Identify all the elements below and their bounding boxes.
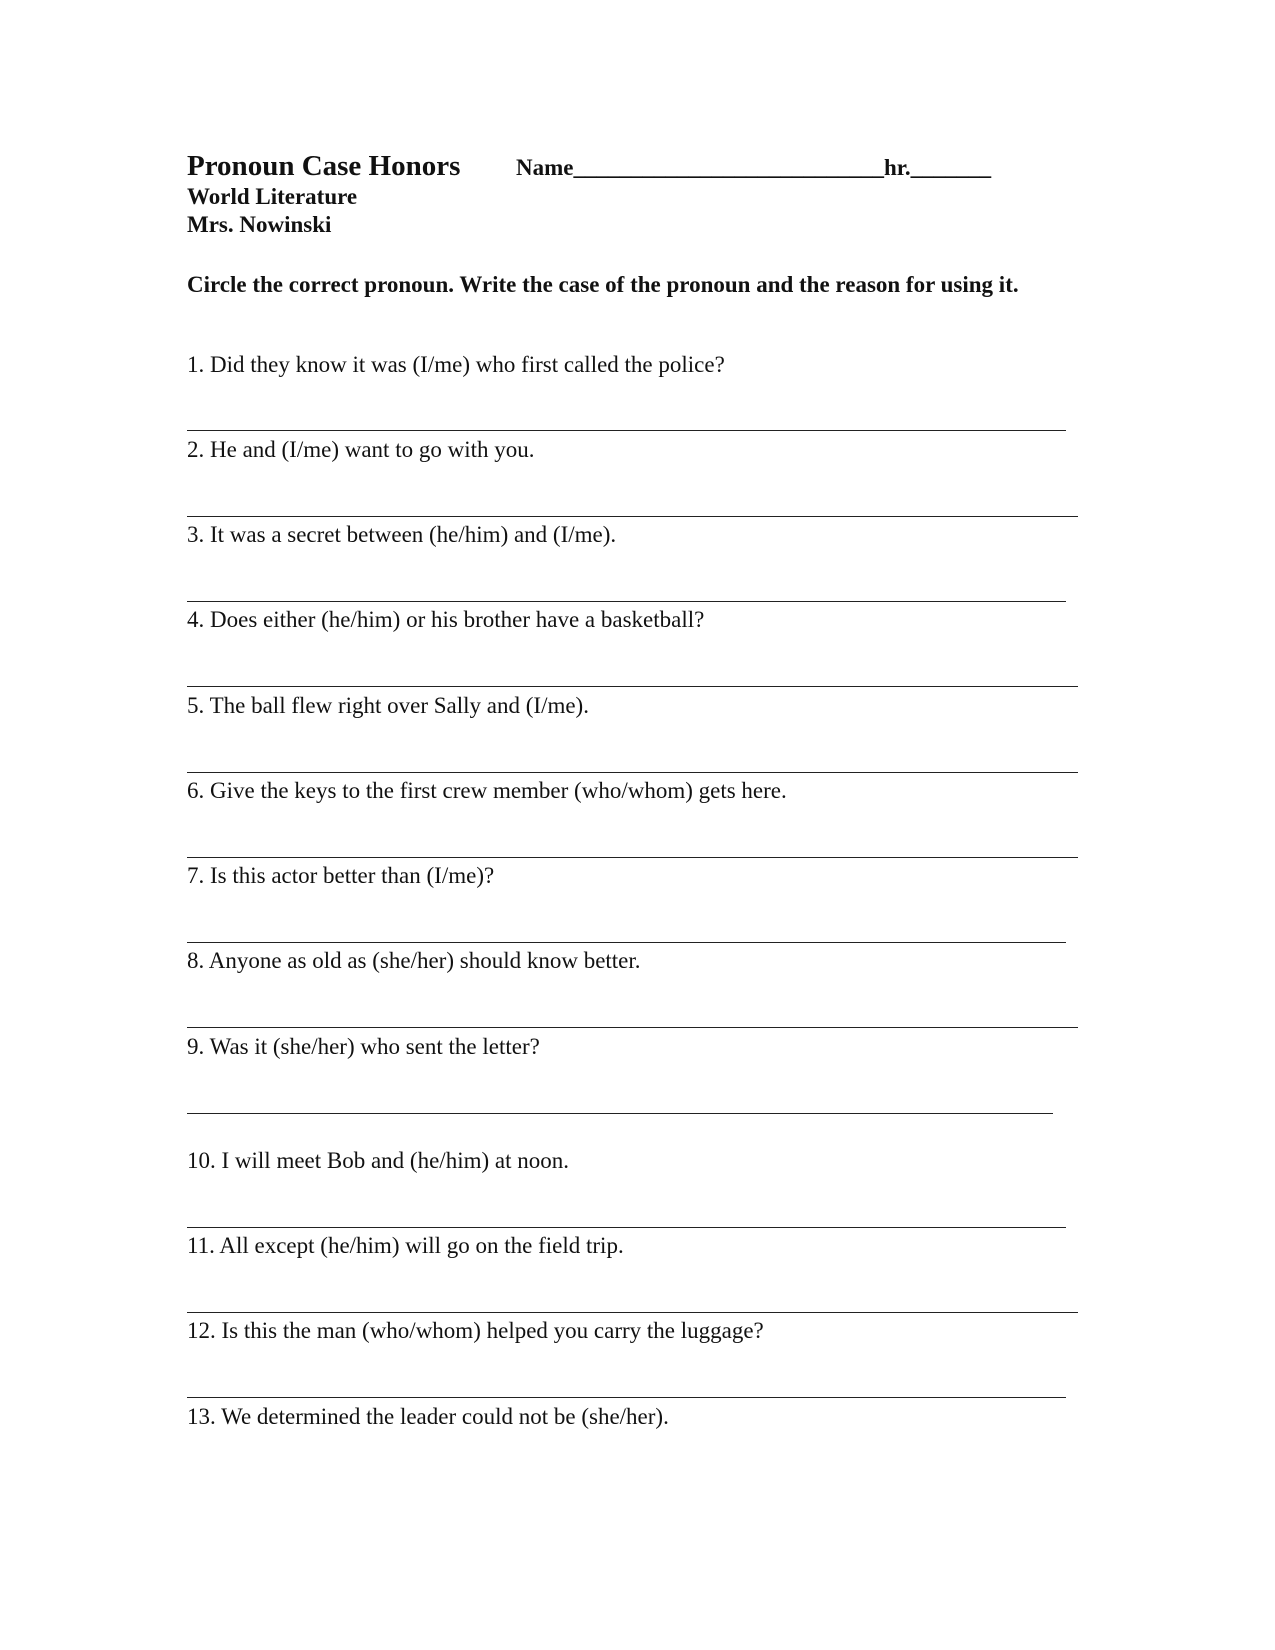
answer-line-2	[187, 516, 1078, 517]
answer-line-1	[187, 430, 1066, 431]
instructions: Circle the correct pronoun. Write the case of the pronoun and the reason for using it.	[187, 272, 1019, 297]
question-10: 10. I will meet Bob and (he/him) at noon.	[187, 1148, 569, 1173]
question-1: 1. Did they know it was (I/me) who first called the police?	[187, 352, 725, 377]
question-6: 6. Give the keys to the first crew member (who/whom) gets here.	[187, 778, 787, 803]
question-2: 2. He and (I/me) want to go with you.	[187, 437, 535, 462]
answer-line-5	[187, 772, 1078, 773]
teacher-name: Mrs. Nowinski	[187, 212, 332, 237]
question-12: 12. Is this the man (who/whom) helped you carry the luggage?	[187, 1318, 764, 1343]
name-hour-field: Name___________________________hr._______	[516, 155, 992, 180]
course-name: World Literature	[187, 184, 358, 209]
answer-line-12	[187, 1397, 1066, 1398]
question-11: 11. All except (he/him) will go on the field trip.	[187, 1233, 624, 1258]
answer-line-11	[187, 1312, 1078, 1313]
answer-line-8	[187, 1027, 1078, 1028]
question-4: 4. Does either (he/him) or his brother have a basketball?	[187, 607, 705, 632]
answer-line-4	[187, 686, 1078, 687]
answer-line-7	[187, 942, 1066, 943]
question-3: 3. It was a secret between (he/him) and (I/me).	[187, 522, 617, 547]
worksheet-title: Pronoun Case Honors	[187, 150, 461, 182]
answer-line-9	[187, 1113, 1053, 1114]
question-9: 9. Was it (she/her) who sent the letter?	[187, 1034, 540, 1059]
question-5: 5. The ball flew right over Sally and (I/me).	[187, 693, 589, 718]
question-13: 13. We determined the leader could not be (she/her).	[187, 1404, 669, 1429]
answer-line-10	[187, 1227, 1066, 1228]
question-8: 8. Anyone as old as (she/her) should know better.	[187, 948, 641, 973]
answer-line-6	[187, 857, 1078, 858]
answer-line-3	[187, 601, 1066, 602]
question-7: 7. Is this actor better than (I/me)?	[187, 863, 495, 888]
